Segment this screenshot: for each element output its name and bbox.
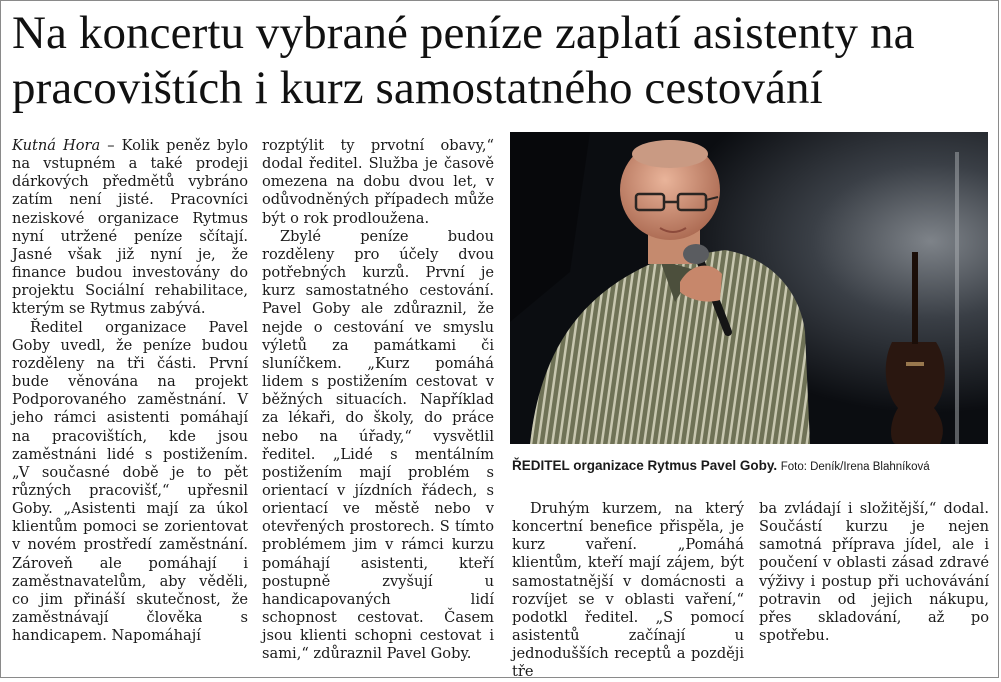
lead-paragraph xyxy=(12,137,248,319)
caption-text: ŘEDITEL organizace Rytmus Pavel Goby. xyxy=(512,458,778,473)
lead-text: – Kolik peněz bylo na vstupném a také prodeji dárkových předmětů vybráno zatím není jisté. Pracovníci neziskové organizace Rytmus nyní utržené peníze sčítají. Jasné však již nyní je, že finance budou investovány do projektu Sociální rehabilitace, kterým se Rytmus zabývá. xyxy=(12,137,248,318)
photo-caption xyxy=(512,458,992,475)
article-column-1 xyxy=(12,137,248,645)
photo-director xyxy=(510,132,988,444)
paragraph: Zbylé peníze budou rozděleny pro účely dvou potřebných kurzů. První je kurz samostatného cestování. Pavel Goby ale zdůraznil, že nejde o cestování ve smyslu výletů za památkami či sluníčkem. „Kurz pomáhá lidem s postižením cestovat v běžných situacích. Například za lékaři, do školy, do práce nebo na úřady,“ vysvětlil ředitel. „Lidé s mentálním postižením mají problém s orientací v jízdních řádech, s orientací ve městě nebo v otevřených prostorech. S tímto problémem jim v rámci kurzu pomáhají asistenti, kteří postupně zvyšují u handicapovaných lidí schopnost cestovat. Časem jsou klienti schopni cestovat i sami,“ zdůraznil Pavel Goby. xyxy=(262,227,494,663)
article-column-4 xyxy=(759,500,989,645)
article-column-2 xyxy=(262,137,494,664)
article-column-3 xyxy=(512,500,744,682)
photo-illustration xyxy=(510,132,988,444)
headline: Na koncertu vybrané peníze zaplatí asistenty na pracovištích i kurz samostatného cestování xyxy=(12,7,915,114)
paragraph-continuation: ba zvládají i složitější,“ dodal. Součástí kurzu je nejen samotná příprava jídel, ale i poučení v oblasti zásad zdravé výživy i postup při uchovávání potravin od jejich nákupu, přes skladování, až po spotřebu. xyxy=(759,500,989,645)
photo-credit: Foto: Deník/Irena Blahníková xyxy=(780,461,930,473)
paragraph: Druhým kurzem, na který koncertní benefice přispěla, je kurz vaření. „Pomáhá klientům, kteří mají zájem, být samostatnější v domácnosti a rozvíjet se v oblasti vaření,“ podotkl ředitel. „S pomocí asistentů začínají u jednodušších receptů a později tře xyxy=(512,500,744,681)
paragraph-continuation: rozptýlit ty prvotní obavy,“ dodal ředitel. Služba je časově omezena na dobu dvou let, v odůvodněných případech může být o rok prodloužena. xyxy=(262,137,494,227)
paragraph: Ředitel organizace Pavel Goby uvedl, že peníze budou rozděleny na tři části. První bude věnována na projekt Podporovaného zaměstnání. V jeho rámci asistenti pomáhají na pracovištích, kde jsou zaměstnáni lidé s postižením. „V současné době je to pět různých pracovišť,“ upřesnil Goby. „Asistenti mají za úkol klientům pomoci se zorientovat v novém prostředí zaměstnání. Zároveň ale pomáhají i zaměstnavatelům, aby věděli, co jim přináší skutečnost, že zaměstnávají člověka s handicapem. Napomáhají xyxy=(12,318,248,645)
dateline: Kutná Hora xyxy=(12,137,101,154)
